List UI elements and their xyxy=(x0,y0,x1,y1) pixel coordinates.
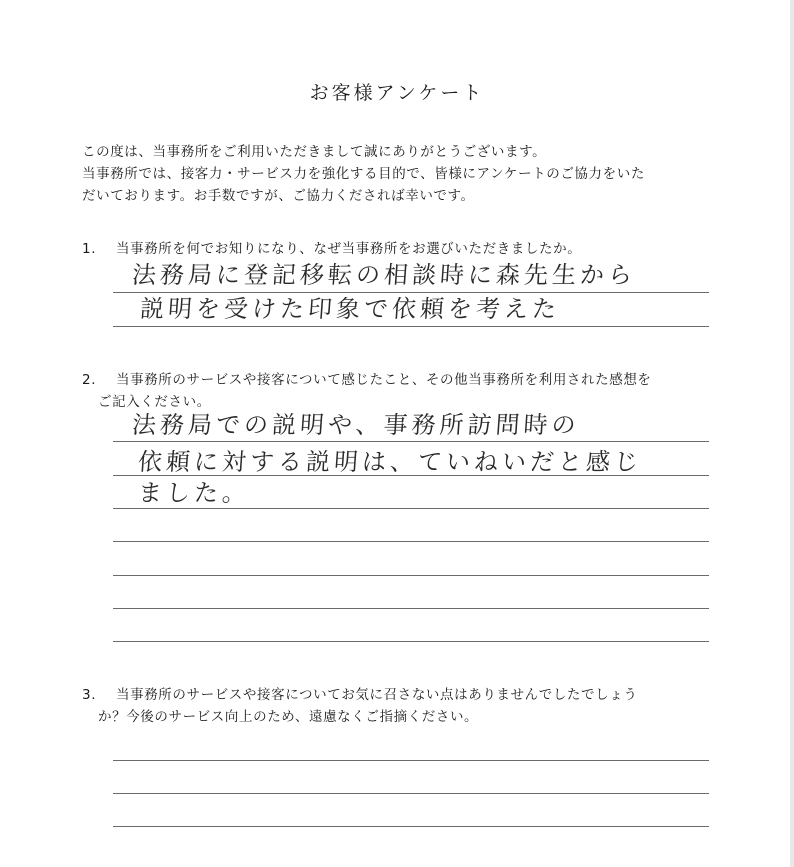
answer-line xyxy=(113,441,709,442)
handwritten-answer-line: ました。 xyxy=(137,479,251,507)
question-number: 2. xyxy=(82,372,97,388)
handwritten-answer-line: 法務局に登記移転の相談時に森先生から xyxy=(131,261,637,289)
question-text: ご記入ください。 xyxy=(98,394,211,410)
intro-line: この度は、当事務所をご利用いただきまして誠にありがとうございます。 xyxy=(82,144,547,160)
handwritten-answer-line: 説明を受けた印象で依頼を考えた xyxy=(139,295,561,323)
question-number: 1. xyxy=(82,241,97,257)
answer-line xyxy=(113,475,709,476)
answer-line xyxy=(113,541,709,542)
question-text: 当事務所のサービスや接客についてお気に召さない点はありませんでしたでしょう xyxy=(116,687,638,703)
handwritten-answer-line: 法務局での説明や、事務所訪問時の xyxy=(131,411,581,439)
handwritten-answer-line: 依頼に対する説明は、ていねいだと感じ xyxy=(137,448,643,476)
scan-edge xyxy=(790,0,794,867)
answer-line xyxy=(113,326,709,327)
question-2 xyxy=(82,369,652,413)
answer-line xyxy=(113,292,709,293)
answer-line xyxy=(113,826,709,827)
intro-line: 当事務所では、接客力・サービス力を強化する目的で、皆様にアンケートのご協力をいた xyxy=(82,166,645,182)
question-text: 当事務所を何でお知りになり、なぜ当事務所をお選びいただきましたか。 xyxy=(116,241,582,257)
answer-line xyxy=(113,641,709,642)
answer-line xyxy=(113,760,709,761)
question-text: か？今後のサービス向上のため、遠慮なくご指摘ください。 xyxy=(98,709,479,725)
question-3 xyxy=(82,684,637,728)
question-number: 3. xyxy=(82,687,97,703)
page-title: お客様アンケート xyxy=(309,82,485,104)
answer-line xyxy=(113,575,709,576)
answer-line xyxy=(113,608,709,609)
answer-line xyxy=(113,508,709,509)
intro-text xyxy=(82,141,732,207)
answer-line xyxy=(113,793,709,794)
question-1 xyxy=(82,238,581,260)
intro-line: だいております。お手数ですが、ご協力くだされば幸いです。 xyxy=(82,188,475,204)
question-text: 当事務所のサービスや接客について感じたこと、その他当事務所を利用された感想を xyxy=(116,372,652,388)
